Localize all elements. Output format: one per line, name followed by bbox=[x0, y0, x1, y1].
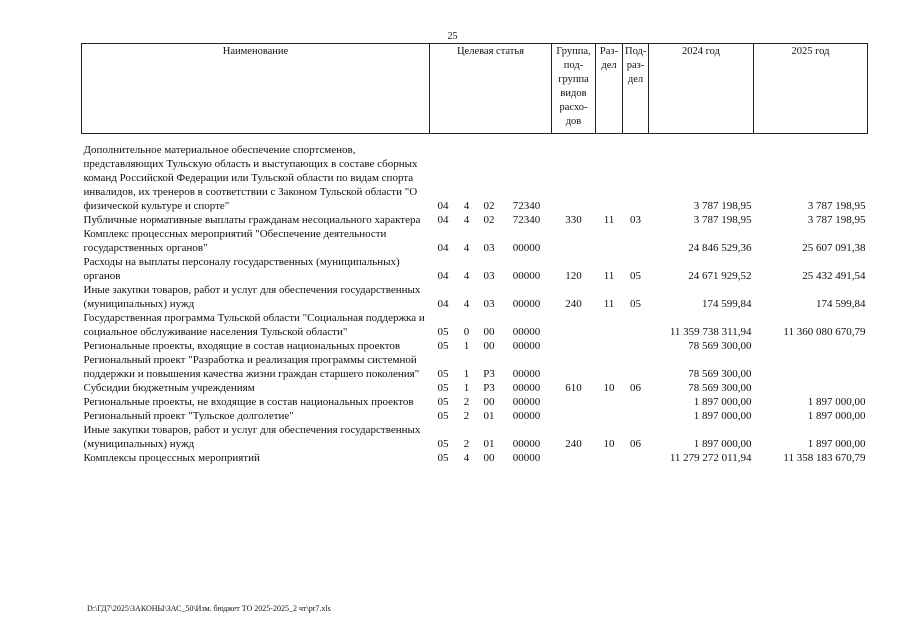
target-code-3: 01 bbox=[483, 410, 495, 422]
row-name: Иные закупки товаров, работ и услуг для обеспечения государственных (муниципальных) нужд bbox=[83, 424, 421, 450]
section bbox=[596, 353, 623, 381]
target-code-3: 00 bbox=[483, 452, 495, 464]
target-code-4: 00000 bbox=[512, 452, 541, 464]
target-code-1: 04 bbox=[437, 298, 449, 310]
target-code-1: 05 bbox=[437, 326, 449, 338]
target-code-4: 00000 bbox=[512, 410, 541, 422]
table-row bbox=[82, 311, 868, 339]
subsection bbox=[623, 353, 649, 381]
target-code-3: P3 bbox=[483, 368, 495, 380]
amount-2024: 24 846 529,36 bbox=[688, 242, 752, 254]
target-code-4: 00000 bbox=[512, 438, 541, 450]
amount-2024: 78 569 300,00 bbox=[688, 382, 752, 394]
table-row bbox=[82, 409, 868, 423]
header-target: Целевая статья bbox=[430, 44, 552, 134]
expense-group bbox=[552, 451, 596, 465]
row-name: Субсидии бюджетным учреждениям bbox=[83, 382, 255, 394]
header-2024: 2024 год bbox=[649, 44, 754, 134]
row-name: Иные закупки товаров, работ и услуг для обеспечения государственных (муниципальных) нужд bbox=[83, 284, 421, 310]
target-code-1: 05 bbox=[437, 382, 449, 394]
amount-2025: 174 599,84 bbox=[816, 298, 866, 310]
target-code-2: 1 bbox=[463, 340, 470, 352]
section bbox=[596, 143, 623, 213]
file-path-footer: D:\ГД7\2025\ЗАКОНЫ\ЗАС_50\Изм. бюджет ТО 2025-2025_2 чт\pr7.xls bbox=[87, 604, 331, 613]
table-row bbox=[82, 381, 868, 395]
section: 10 bbox=[603, 438, 615, 450]
row-name: Региональные проекты, не входящие в состав национальных проектов bbox=[83, 396, 414, 408]
subsection bbox=[623, 409, 649, 423]
amount-2024: 11 279 272 011,94 bbox=[669, 452, 752, 464]
section bbox=[596, 339, 623, 353]
amount-2025: 11 360 080 670,79 bbox=[783, 326, 866, 338]
expense-group: 330 bbox=[565, 214, 582, 226]
subsection bbox=[623, 451, 649, 465]
subsection: 05 bbox=[630, 298, 641, 310]
table-header-row bbox=[82, 44, 868, 134]
target-code-2: 4 bbox=[463, 298, 470, 310]
table-row bbox=[82, 283, 868, 311]
target-code-4: 72340 bbox=[512, 200, 541, 212]
budget-table bbox=[81, 43, 868, 465]
target-code-4: 00000 bbox=[512, 326, 541, 338]
expense-group: 120 bbox=[565, 270, 582, 282]
subsection bbox=[623, 395, 649, 409]
target-code-1: 05 bbox=[437, 452, 449, 464]
table-row bbox=[82, 255, 868, 283]
amount-2025: 25 432 491,54 bbox=[802, 270, 866, 282]
target-code-3: 02 bbox=[483, 214, 495, 226]
header-subsection: Под- раз- дел bbox=[623, 44, 649, 134]
section: 11 bbox=[603, 270, 615, 282]
target-code-3: 01 bbox=[483, 438, 495, 450]
target-code-2: 2 bbox=[463, 438, 470, 450]
target-code-4: 00000 bbox=[512, 270, 541, 282]
subsection bbox=[623, 143, 649, 213]
amount-2024: 1 897 000,00 bbox=[693, 396, 752, 408]
header-2025: 2025 год bbox=[754, 44, 868, 134]
subsection: 03 bbox=[630, 214, 641, 226]
target-code-1: 05 bbox=[437, 340, 449, 352]
row-name: Государственная программа Тульской области "Социальная поддержка и социальное обслуживание населения Тульской области" bbox=[83, 312, 425, 338]
amount-2024: 78 569 300,00 bbox=[688, 340, 752, 352]
target-code-2: 1 bbox=[463, 382, 470, 394]
expense-group bbox=[552, 339, 596, 353]
subsection bbox=[623, 311, 649, 339]
amount-2024: 1 897 000,00 bbox=[693, 438, 752, 450]
header-section: Раз- дел bbox=[596, 44, 623, 134]
amount-2025: 3 787 198,95 bbox=[807, 200, 866, 212]
expense-group bbox=[552, 395, 596, 409]
subsection: 05 bbox=[630, 270, 641, 282]
target-code-2: 4 bbox=[463, 200, 470, 212]
table-row bbox=[82, 353, 868, 381]
amount-2025: 1 897 000,00 bbox=[807, 396, 866, 408]
target-code-4: 00000 bbox=[512, 368, 541, 380]
section bbox=[596, 409, 623, 423]
table-row bbox=[82, 423, 868, 451]
target-code-3: 03 bbox=[483, 270, 495, 282]
amount-2024: 1 897 000,00 bbox=[693, 410, 752, 422]
subsection bbox=[623, 339, 649, 353]
row-name: Региональный проект "Тульское долголетие" bbox=[83, 410, 294, 422]
table-row bbox=[82, 339, 868, 353]
target-code-2: 1 bbox=[463, 368, 470, 380]
table-row bbox=[82, 227, 868, 255]
header-group: Группа, под- группа видов расхо- дов bbox=[552, 44, 596, 134]
amount-2024: 3 787 198,95 bbox=[693, 200, 752, 212]
amount-2024: 11 359 738 311,94 bbox=[669, 326, 752, 338]
target-code-4: 00000 bbox=[512, 340, 541, 352]
table-row bbox=[82, 143, 868, 213]
target-code-3: 00 bbox=[483, 396, 495, 408]
target-code-4: 00000 bbox=[512, 298, 541, 310]
target-code-1: 05 bbox=[437, 410, 449, 422]
target-code-3: 00 bbox=[483, 326, 495, 338]
table-row bbox=[82, 213, 868, 227]
page-number: 25 bbox=[447, 31, 458, 42]
target-code-1: 04 bbox=[437, 242, 449, 254]
target-code-2: 0 bbox=[463, 326, 470, 338]
amount-2025 bbox=[754, 339, 868, 353]
target-code-2: 2 bbox=[463, 410, 470, 422]
subsection bbox=[623, 227, 649, 255]
row-name: Публичные нормативные выплаты гражданам несоциального характера bbox=[83, 214, 421, 226]
target-code-4: 00000 bbox=[512, 382, 541, 394]
target-code-2: 4 bbox=[463, 242, 470, 254]
section: 10 bbox=[603, 382, 615, 394]
row-name: Комплексы процессных мероприятий bbox=[83, 452, 260, 464]
section bbox=[596, 311, 623, 339]
target-code-4: 00000 bbox=[512, 396, 541, 408]
section: 11 bbox=[603, 214, 615, 226]
target-code-1: 05 bbox=[437, 438, 449, 450]
row-name: Комплекс процессных мероприятий "Обеспечение деятельности государственных органов" bbox=[83, 228, 387, 254]
expense-group bbox=[552, 409, 596, 423]
target-code-3: P3 bbox=[483, 382, 495, 394]
expense-group bbox=[552, 227, 596, 255]
amount-2024: 24 671 929,52 bbox=[688, 270, 752, 282]
target-code-2: 4 bbox=[463, 270, 470, 282]
header-name: Наименование bbox=[82, 44, 430, 134]
table-row bbox=[82, 451, 868, 465]
row-name: Дополнительное материальное обеспечение спортсменов, представляющих Тульскую область и выступающих в составе сборных команд Российской Федерации или Тульской области по видам спорта инвалидов, их тренеров в соответствии с Законом Тульской области "О физической культуре и спорте" bbox=[83, 144, 418, 212]
expense-group bbox=[552, 143, 596, 213]
subsection: 06 bbox=[630, 438, 641, 450]
section bbox=[596, 395, 623, 409]
row-name: Региональный проект "Разработка и реализация программы системной поддержки и повышения качества жизни граждан старшего поколения" bbox=[83, 354, 420, 380]
expense-group: 240 bbox=[565, 298, 582, 310]
section bbox=[596, 227, 623, 255]
expense-group bbox=[552, 311, 596, 339]
target-code-3: 03 bbox=[483, 242, 495, 254]
expense-group: 610 bbox=[565, 382, 582, 394]
table-body bbox=[82, 134, 868, 466]
amount-2024: 78 569 300,00 bbox=[688, 368, 752, 380]
amount-2025: 3 787 198,95 bbox=[807, 214, 866, 226]
row-name: Региональные проекты, входящие в состав национальных проектов bbox=[83, 340, 401, 352]
amount-2025: 11 358 183 670,79 bbox=[783, 452, 866, 464]
target-code-4: 00000 bbox=[512, 242, 541, 254]
amount-2024: 174 599,84 bbox=[702, 298, 752, 310]
amount-2025 bbox=[754, 353, 868, 381]
amount-2024: 3 787 198,95 bbox=[693, 214, 752, 226]
subsection: 06 bbox=[630, 382, 641, 394]
amount-2025: 1 897 000,00 bbox=[807, 438, 866, 450]
target-code-4: 72340 bbox=[512, 214, 541, 226]
row-name: Расходы на выплаты персоналу государственных (муниципальных) органов bbox=[83, 256, 400, 282]
target-code-1: 05 bbox=[437, 396, 449, 408]
target-code-3: 02 bbox=[483, 200, 495, 212]
target-code-3: 00 bbox=[483, 340, 495, 352]
target-code-1: 05 bbox=[437, 368, 449, 380]
section: 11 bbox=[603, 298, 615, 310]
target-code-2: 4 bbox=[463, 452, 470, 464]
target-code-3: 03 bbox=[483, 298, 495, 310]
amount-2025: 1 897 000,00 bbox=[807, 410, 866, 422]
expense-group: 240 bbox=[565, 438, 582, 450]
amount-2025 bbox=[754, 381, 868, 395]
section bbox=[596, 451, 623, 465]
amount-2025: 25 607 091,38 bbox=[802, 242, 866, 254]
expense-group bbox=[552, 353, 596, 381]
target-code-1: 04 bbox=[437, 200, 449, 212]
target-code-2: 4 bbox=[463, 214, 470, 226]
target-code-2: 2 bbox=[463, 396, 470, 408]
target-code-1: 04 bbox=[437, 214, 449, 226]
target-code-1: 04 bbox=[437, 270, 449, 282]
table-row bbox=[82, 395, 868, 409]
